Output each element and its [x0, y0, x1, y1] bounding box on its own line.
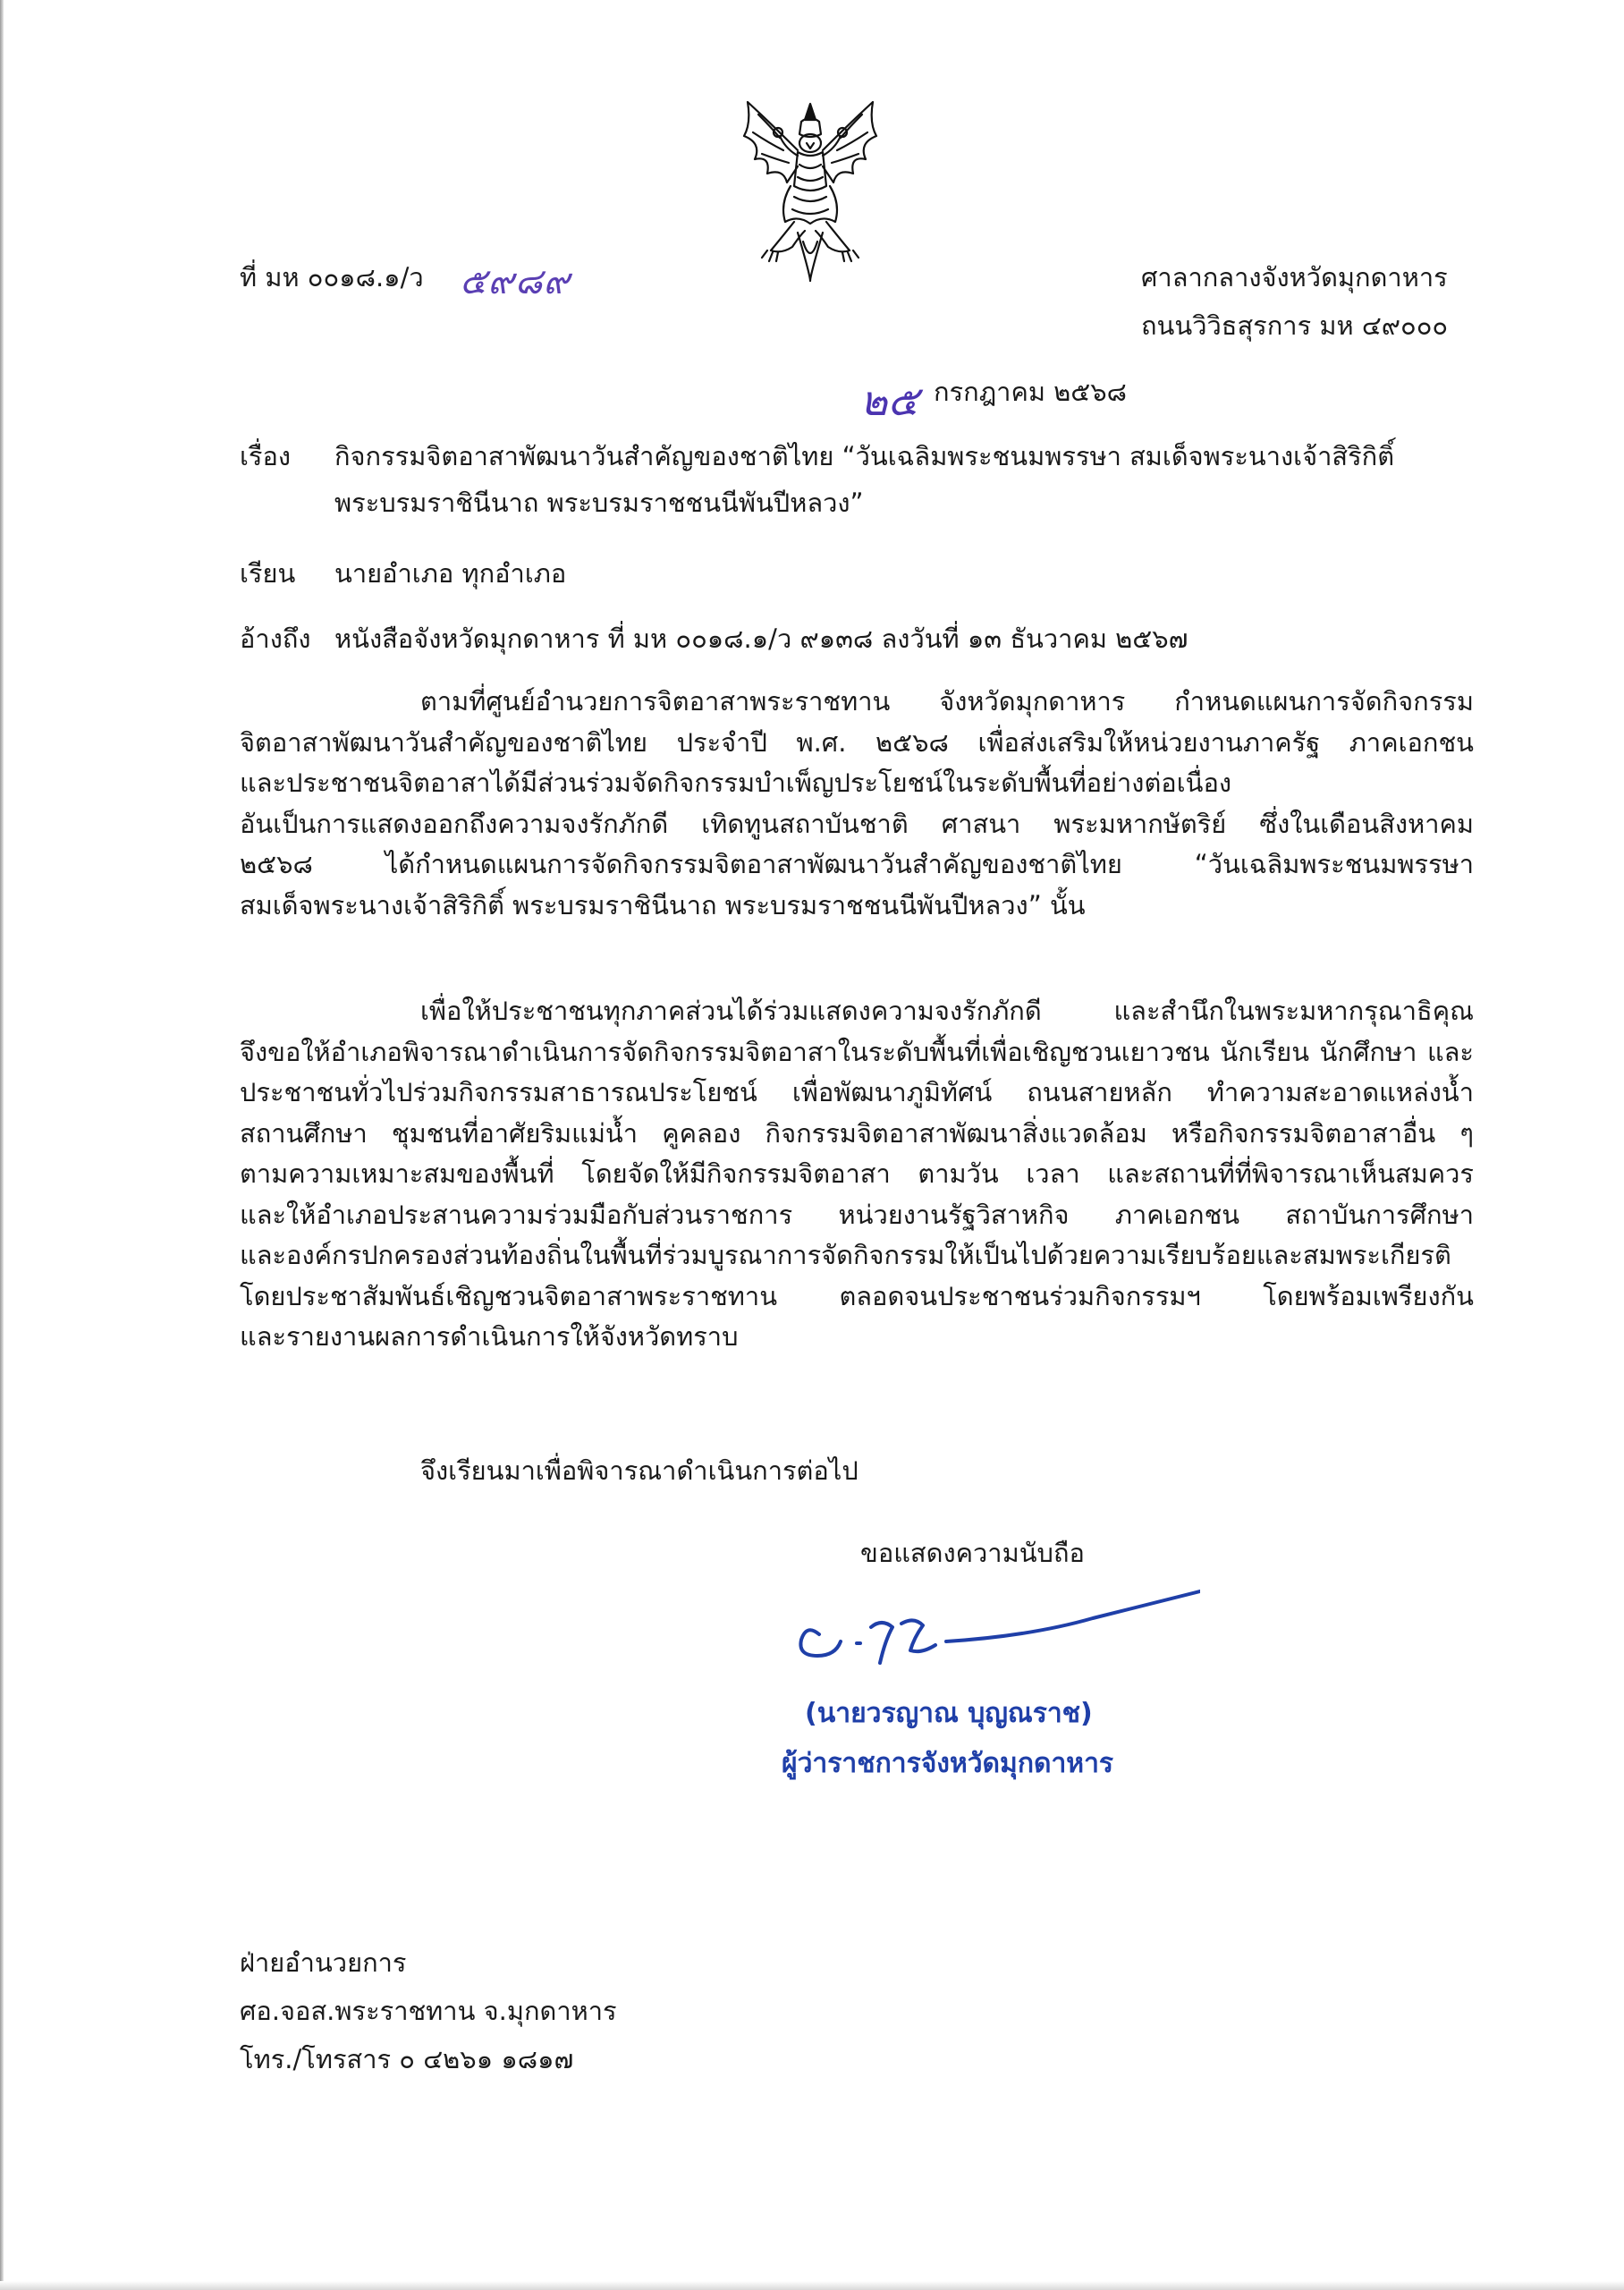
paragraph-2-line: และองค์กรปกครองส่วนท้องถิ่นในพื้นที่ร่วมบูรณาการจัดกิจกรรมให้เป็นไปด้วยความเรียบร้อยและสมพระเกียรติ	[240, 1240, 1451, 1270]
subject-line-2: พระบรมราชินีนาถ พระบรมราชชนนีพันปีหลวง”	[334, 488, 864, 518]
closing-request: จึงเรียนมาเพื่อพิจารณาดำเนินการต่อไป	[420, 1455, 859, 1486]
paragraph-2-line: จึงขอให้อำเภอพิจารณาดำเนินการจัดกิจกรรมจิตอาสาในระดับพื้นที่เพื่อเชิญชวนเยาวชน นักเรียน นักศึกษา และ	[240, 1036, 1474, 1067]
reference-number-handwritten: ๕๙๘๙	[460, 261, 571, 302]
subject-line-1: กิจกรรมจิตอาสาพัฒนาวันสำคัญของชาติไทย “วันเฉลิมพระชนมพรรษา สมเด็จพระนางเจ้าสิริกิติ์	[334, 441, 1395, 471]
paragraph-2-line: และให้อำเภอประสานความร่วมมือกับส่วนราชการ หน่วยงานรัฐวิสาหกิจ ภาคเอกชน สถาบันการศึกษา	[240, 1199, 1474, 1230]
footer-center: ศอ.จอส.พระราชทาน จ.มุกดาหาร	[240, 1996, 617, 2026]
closing-phrase: ขอแสดงความนับถือ	[860, 1538, 1085, 1568]
body-paragraph-2	[240, 991, 1474, 1358]
paragraph-2-line: และรายงานผลการดำเนินการให้จังหวัดทราบ	[240, 1321, 739, 1352]
paragraph-1-line: จิตอาสาพัฒนาวันสำคัญของชาติไทย ประจำปี พ.ศ. ๒๕๖๘ เพื่อส่งเสริมให้หน่วยงานภาครัฐ ภาคเอกชน	[240, 726, 1474, 758]
scan-edge-left	[0, 0, 4, 2290]
paragraph-1-line: และประชาชนจิตอาสาได้มีส่วนร่วมจัดกิจกรรมบำเพ็ญประโยชน์ในระดับพื้นที่อย่างต่อเนื่อง	[240, 768, 1232, 798]
issuer-address: ถนนวิวิธสุรการ มห ๔๙๐๐๐	[1141, 310, 1449, 341]
signer-title: ผู้ว่าราชการจังหวัดมุกดาหาร	[782, 1748, 1114, 1779]
paragraph-1-line: สมเด็จพระนางเจ้าสิริกิติ์ พระบรมราชินีนาถ พระบรมราชชนนีพันปีหลวง” นั้น	[240, 889, 1086, 920]
paragraph-2-line: สถานศึกษา ชุมชนที่อาศัยริมแม่น้ำ คูคลอง กิจกรรมจิตอาสาพัฒนาสิ่งแวดล้อม หรือกิจกรรมจิตอาสาอื่น ๆ	[240, 1117, 1474, 1149]
paragraph-2-line: ประชาชนทั่วไปร่วมกิจกรรมสาธารณประโยชน์ เพื่อพัฒนาภูมิทัศน์ ถนนสายหลัก ทำความสะอาดแหล่งน้ำ	[240, 1077, 1474, 1107]
scan-edge-bottom	[0, 2281, 1624, 2290]
reference-label: อ้างถึง	[240, 623, 311, 654]
reference-value: หนังสือจังหวัดมุกดาหาร ที่ มห ๐๐๑๘.๑/ว ๙๑๓๘ ลงวันที่ ๑๓ ธันวาคม ๒๕๖๗	[334, 623, 1188, 654]
subject-label: เรื่อง	[240, 441, 292, 471]
signer-name: (นายวรญาณ บุญณราช)	[805, 1698, 1093, 1729]
date-month-year: กรกฎาคม ๒๕๖๘	[934, 377, 1128, 407]
paragraph-1-line: ๒๕๖๘ ได้กำหนดแผนการจัดกิจกรรมจิตอาสาพัฒนาวันสำคัญของชาติไทย “วันเฉลิมพระชนมพรรษา	[240, 849, 1474, 879]
recipient-label: เรียน	[240, 558, 296, 589]
handwritten-signature-icon	[771, 1588, 1200, 1668]
recipient-value: นายอำเภอ ทุกอำเภอ	[334, 558, 567, 589]
paragraph-1-line: อันเป็นการแสดงออกถึงความจงรักภักดี เทิดทูนสถาบันชาติ ศาสนา พระมหากษัตริย์ ซึ่งในเดือนสิงหาคม	[240, 808, 1474, 839]
body-paragraph-1	[240, 682, 1474, 926]
reference-number-label: ที่ มห ๐๐๑๘.๑/ว	[240, 262, 424, 293]
issuer-office: ศาลากลางจังหวัดมุกดาหาร	[1141, 262, 1448, 293]
footer-unit: ฝ่ายอำนวยการ	[240, 1947, 407, 1978]
paragraph-2-line: เพื่อให้ประชาชนทุกภาคส่วนได้ร่วมแสดงความจงรักภักดี และสำนึกในพระมหากรุณาธิคุณ	[420, 996, 1474, 1026]
date-day-handwritten: ๒๕	[860, 377, 919, 425]
paragraph-2-line: โดยประชาสัมพันธ์เชิญชวนจิตอาสาพระราชทาน ตลอดจนประชาชนร่วมกิจกรรมฯ โดยพร้อมเพรียงกัน	[240, 1280, 1474, 1311]
paragraph-2-line: ตามความเหมาะสมของพื้นที่ โดยจัดให้มีกิจกรรมจิตอาสา ตามวัน เวลา และสถานที่ที่พิจารณาเห็นสมควร	[240, 1158, 1474, 1189]
paragraph-1-line: ตามที่ศูนย์อำนวยการจิตอาสาพระราชทาน จังหวัดมุกดาหาร กำหนดแผนการจัดกิจกรรม	[420, 686, 1474, 717]
garuda-emblem-icon	[735, 97, 885, 284]
footer-phone: โทร./โทรสาร ๐ ๔๒๖๑ ๑๘๑๗	[240, 2044, 574, 2074]
